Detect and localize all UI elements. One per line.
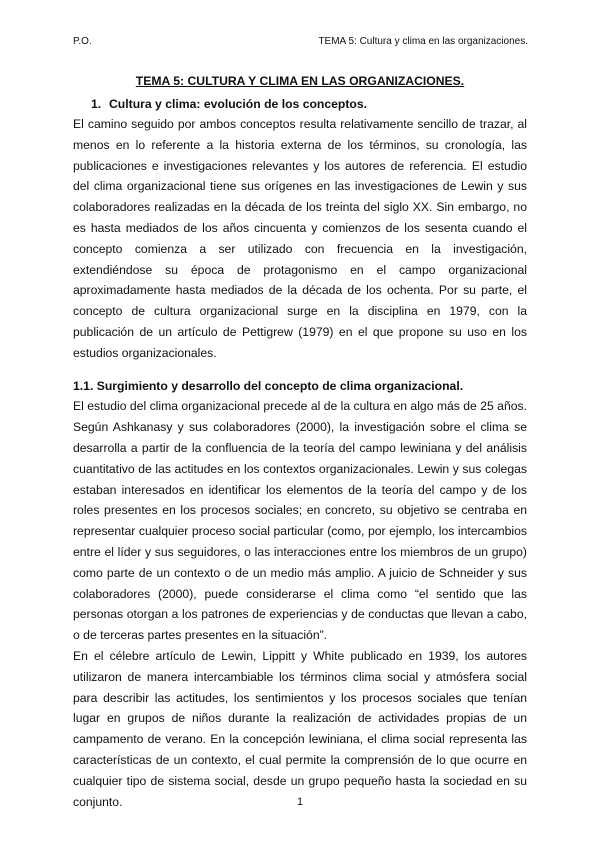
document-body xyxy=(73,62,527,812)
page-number: 1 xyxy=(296,796,304,808)
section-1-paragraph: El camino seguido por ambos conceptos resulta relativamente sencillo de trazar, al menos en lo referente a la historia externa de los términos, su cronología, las publicaciones e investigaciones relevantes y los autores de referencia. El estudio del clima organizacional tiene sus orígenes en las investigaciones de Lewin y sus colaboradores realizadas en la década de los treinta del siglo XX. Sin embargo, no es hasta mediados de los años cincuenta y comienzos de los sesenta cuando el concepto comienza a ser utilizado con frecuencia en la investigación, extendiéndose su época de protagonismo en el campo organizacional aproximadamente hasta mediados de la década de los ochenta. Por su parte, el concepto de cultura organizacional surge en la disciplina en 1979, con la publicación de un artículo de Pettigrew (1979) en el que propone su uso en los estudios organizacionales. xyxy=(73,117,527,360)
section-heading-text: Cultura y clima: evolución de los conceptos. xyxy=(109,97,368,111)
subsection-1-1-paragraph-1: El estudio del clima organizacional precede al de la cultura en algo más de 25 años. Según Ashkanasy y sus colaboradores (2000), la investigación sobre el clima se desarrolla a partir de la confluencia de la teoría del campo lewiniana y del análisis cuantitativo de las actitudes en los contextos organizacionales. Lewin y sus colegas estaban interesados en identificar los elementos de la teoría del campo y de los roles presentes en los procesos sociales; en concreto, su objetivo se centraba en representar cualquier proceso social particular (como, por ejemplo, los intercambios entre el líder y sus seguidores, o las interacciones entre los miembros de un grupo) como parte de un contexto o de un medio más amplio. A juicio de Schneider y sus colaboradores (2000), puede considerarse el clima como “el sentido que las personas otorgan a los patrones de experiencias y de conductas que llevan a cabo, o de terceras partes presentes en la situación”. xyxy=(73,399,527,643)
subsection-heading-1-1: 1.1. Surgimiento y desarrollo del concepto de clima organizacional. xyxy=(73,378,464,393)
header-author: P.O. xyxy=(73,36,92,47)
document-title: TEMA 5: CULTURA Y CLIMA EN LAS ORGANIZACIONES. xyxy=(135,74,465,88)
section-number: 1. xyxy=(91,97,102,111)
subsection-1-1-paragraph-2: En el célebre artículo de Lewin, Lippitt y White publicado en 1939, los autores utilizaron de manera intercambiable los términos clima social y atmósfera social para describir las actitudes, los sentimientos y los procesos sociales que tenían lugar en grupos de niños durante la realización de actividades propias de un campamento de verano. En la concepción lewiniana, el clima social representa las características de un contexto, el cual permite la comprensión de lo que ocurre en cualquier tipo de sistema social, desde un grupo pequeño hasta la sociedad en su conjunto. xyxy=(73,648,527,809)
section-heading-1 xyxy=(91,94,527,114)
header-topic: TEMA 5: Cultura y clima en las organizaciones. xyxy=(318,36,528,47)
